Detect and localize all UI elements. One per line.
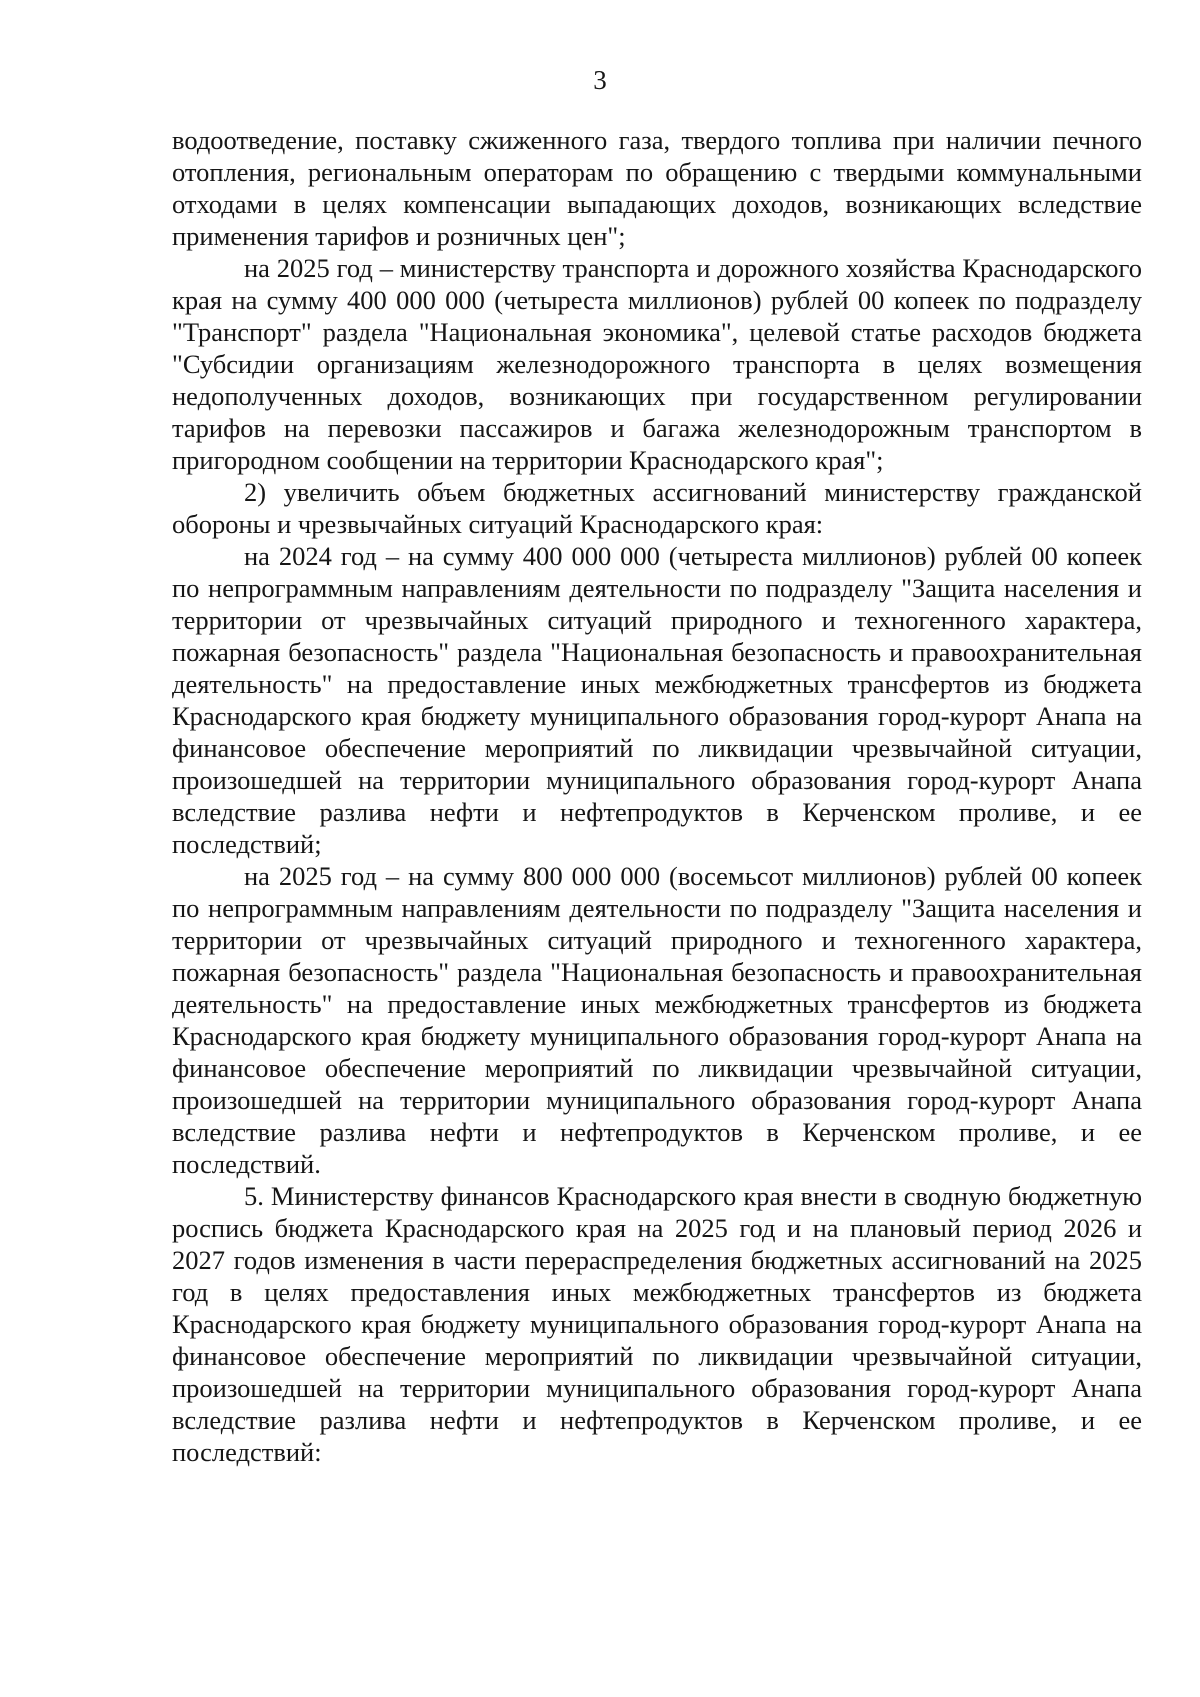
paragraph-civil-defense-2025: на 2025 год – на сумму 800 000 000 (восемьсот миллионов) рублей 00 копеек по непрограммным направлениям деятельности по подразделу "Защита населения и территории от чрезвычайных ситуаций природного и техногенного характера, пожарная безопасность" раздела "Национальная безопасность и правоохранительная деятельность" на предоставление иных межбюджетных трансфертов из бюджета Краснодарского края бюджету муниципального образования город-курорт Анапа на финансовое обеспечение мероприятий по ликвидации чрезвычайной ситуации, произошедшей на территории муниципального образования город-курорт Анапа вследствие разлива нефти и нефтепродуктов в Керченском проливе, и ее последствий. bbox=[172, 861, 1142, 1179]
paragraph-item-5: 5. Министерству финансов Краснодарского края внести в сводную бюджетную роспись бюджета Краснодарского края на 2025 год и на плановый период 2026 и 2027 годов изменения в части перераспределения бюджетных ассигнований на 2025 год в целях предоставления иных межбюджетных трансфертов из бюджета Краснодарского края бюджету муниципального образования город-курорт Анапа на финансовое обеспечение мероприятий по ликвидации чрезвычайной ситуации, произошедшей на территории муниципального образования город-курорт Анапа вследствие разлива нефти и нефтепродуктов в Керченском проливе, и ее последствий: bbox=[172, 1181, 1142, 1467]
paragraph-civil-defense-2024: на 2024 год – на сумму 400 000 000 (четыреста миллионов) рублей 00 копеек по непрограммным направлениям деятельности по подразделу "Защита населения и территории от чрезвычайных ситуаций природного и техногенного характера, пожарная безопасность" раздела "Национальная безопасность и правоохранительная деятельность" на предоставление иных межбюджетных трансфертов из бюджета Краснодарского края бюджету муниципального образования город-курорт Анапа на финансовое обеспечение мероприятий по ликвидации чрезвычайной ситуации, произошедшей на территории муниципального образования город-курорт Анапа вследствие разлива нефти и нефтепродуктов в Керченском проливе, и ее последствий; bbox=[172, 541, 1142, 859]
paragraph-transport-2025: на 2025 год – министерству транспорта и дорожного хозяйства Краснодарского края на сумму 400 000 000 (четыреста миллионов) рублей 00 копеек по подразделу "Транспорт" раздела "Национальная экономика", целевой статье расходов бюджета "Субсидии организациям железнодорожного транспорта в целях возмещения недополученных доходов, возникающих при государственном регулировании тарифов на перевозки пассажиров и багажа железнодорожным транспортом в пригородном сообщении на территории Краснодарского края"; bbox=[172, 253, 1142, 475]
paragraph-item-2: 2) увеличить объем бюджетных ассигнований министерству гражданской обороны и чрезвычайных ситуаций Краснодарского края: bbox=[172, 477, 1142, 539]
document-body bbox=[172, 124, 1142, 1468]
page-number: 3 bbox=[593, 65, 607, 95]
paragraph-continuation: водоотведение, поставку сжиженного газа, твердого топлива при наличии печного отопления, региональным операторам по обращению с твердыми коммунальными отходами в целях компенсации выпадающих доходов, возникающих вследствие применения тарифов и розничных цен"; bbox=[172, 125, 1142, 251]
